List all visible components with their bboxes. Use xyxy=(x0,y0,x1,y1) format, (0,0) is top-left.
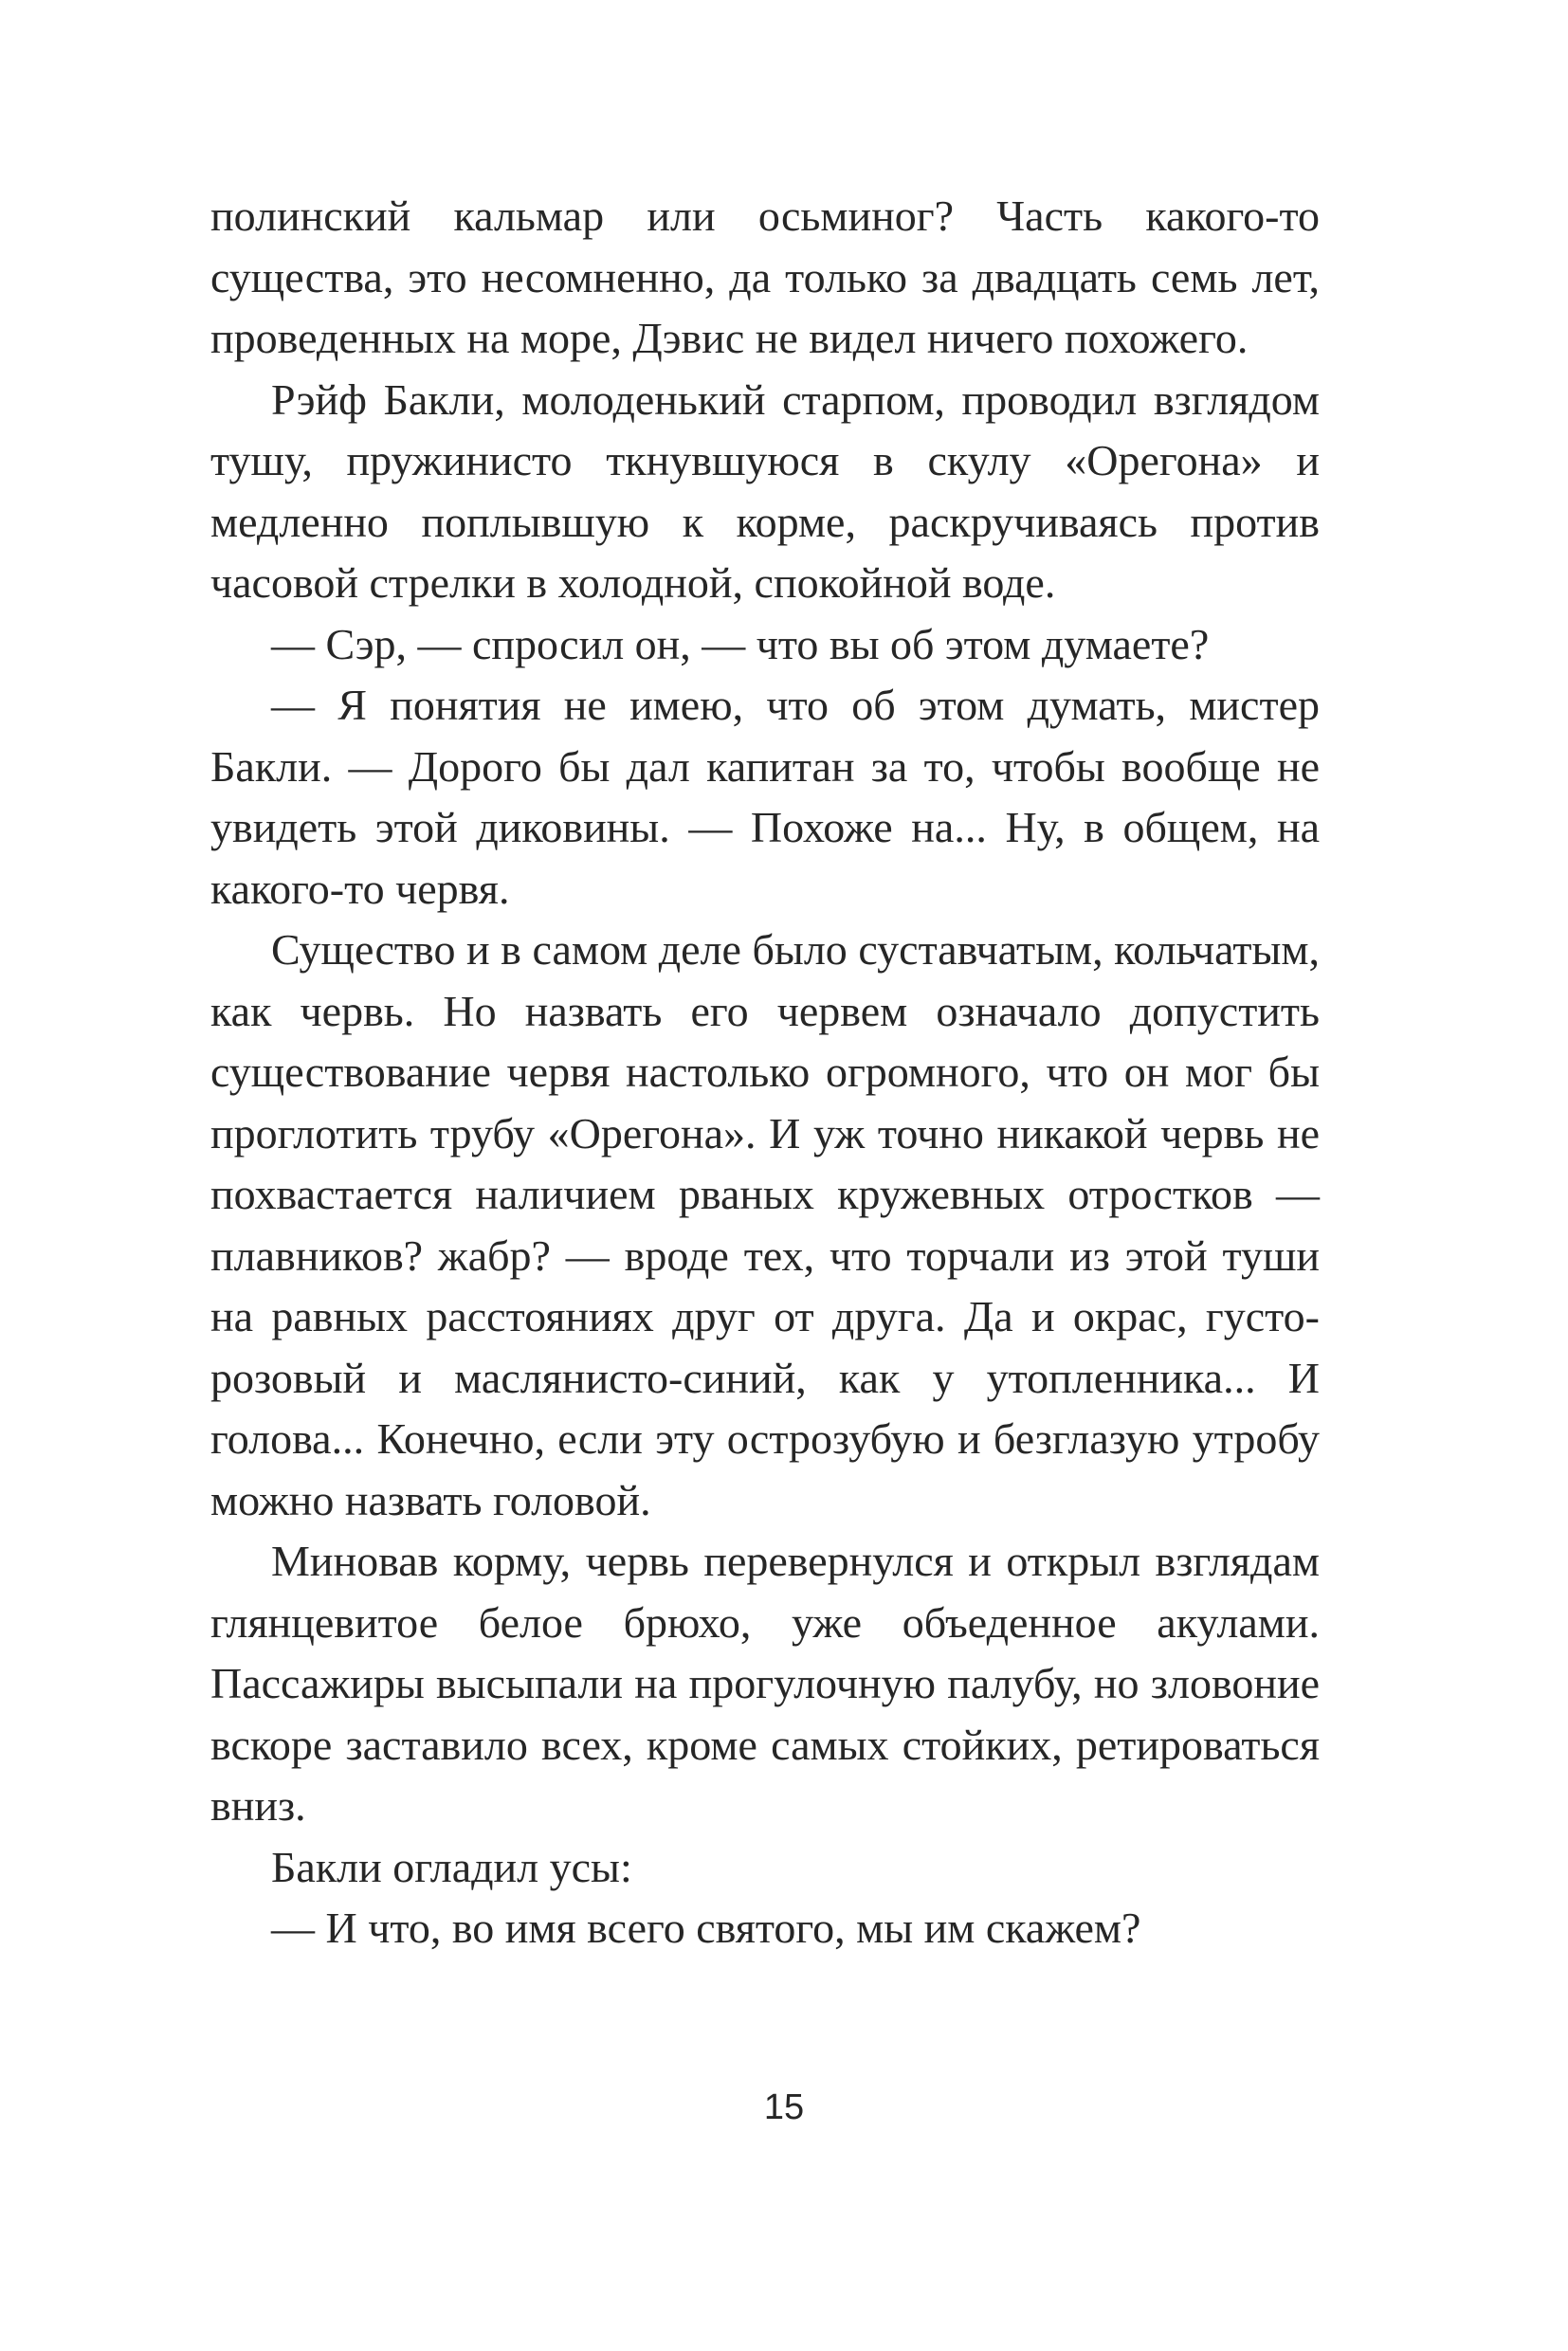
paragraph-4: — Я понятия не имею, что об этом думать, мистер Бакли. — Дорого бы дал капитан за то, чтобы вообще не увидеть этой диковины. — Похоже на... Ну, в общем, на какого-то червя. xyxy=(210,681,1320,913)
paragraph-2: Рэйф Бакли, молоденький старпом, проводил взглядом тушу, пружинисто ткнувшуюся в скулу «Орегона» и медленно поплывшую к корме, раскручиваясь против часовой стрелки в холодной, спокойной воде. xyxy=(210,374,1320,607)
paragraph-5: Существо и в самом деле было суставчатым, кольчатым, как червь. Но назвать его червем означало допустить существование червя настолько огромного, что он мог бы проглотить трубу «Орегона». И уж точно никакой червь не похвастается наличием рваных кружевных отростков — плавников? жабр? — вроде тех, что торчали из этой туши на равных расстояниях друг от друга. Да и окрас, густо-розовый и маслянисто-синий, как у утопленника... И голова... Конечно, если эту острозубую и безглазую утробу можно назвать головой. xyxy=(210,925,1320,1524)
paragraph-7: Бакли огладил усы: xyxy=(271,1842,632,1891)
paragraph-8: — И что, во имя всего святого, мы им скажем? xyxy=(271,1904,1141,1952)
page-number: 15 xyxy=(763,2087,805,2127)
paragraph-6: Миновав корму, червь перевернулся и открыл взглядам глянцевитое белое брюхо, уже объеденное акулами. Пассажиры высыпали на прогулочную палубу, но зловоние вскоре заставило всех, кроме самых стойких, ретироваться вниз. xyxy=(210,1537,1320,1830)
paragraph-1: полинский кальмар или осьминог? Часть какого-то существа, это несомненно, да только за двадцать семь лет, проведенных на море, Дэвис не видел ничего похожего. xyxy=(210,191,1320,362)
body-text xyxy=(210,186,1320,1959)
paragraph-3: — Сэр, — спросил он, — что вы об этом думаете? xyxy=(271,619,1210,668)
